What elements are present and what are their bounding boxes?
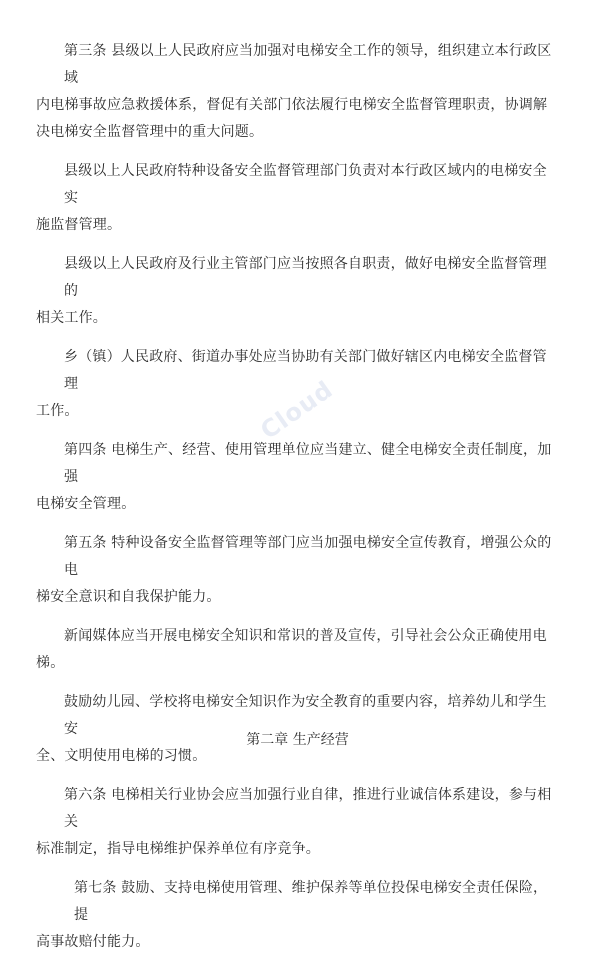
- paragraph-first-line: 县级以上人民政府特种设备安全监督管理部门负责对本行政区域内的电梯安全实: [64, 163, 547, 206]
- paragraph-article-4: [36, 437, 560, 518]
- paragraph-first-line: 县级以上人民政府及行业主管部门应当按照各自职责，做好电梯安全监督管理的: [64, 256, 547, 299]
- paragraph-county-duties: [36, 251, 560, 332]
- paragraph-first-line: 新闻媒体应当开展电梯安全知识和常识的普及宣传，引导社会公众正确使用电: [64, 628, 547, 644]
- paragraph-first-line: 第七条 鼓励、支持电梯使用管理、维护保养等单位投保电梯安全责任保险，提: [74, 880, 548, 923]
- paragraph-first-line: 鼓励幼儿园、学校将电梯安全知识作为安全教育的重要内容，培养幼儿和学生安: [64, 694, 547, 737]
- paragraph-first-line: 第五条 特种设备安全监督管理等部门应当加强电梯安全宣传教育，增强公众的电: [64, 535, 552, 578]
- paragraph-continuation: 施监督管理。: [36, 217, 122, 233]
- chapter-heading: 第二章 生产经营: [246, 732, 349, 748]
- paragraph-first-line: 乡（镇）人民政府、街道办事处应当协助有关部门做好辖区内电梯安全监督管理: [64, 349, 547, 392]
- paragraph-continuation: 内电梯事故应急救援体系，督促有关部门依法履行电梯安全监督管理职责，协调解决电梯安全监督管理中的重大问题。: [36, 97, 548, 140]
- paragraph-continuation: 全、文明使用电梯的习惯。: [36, 748, 207, 764]
- paragraph-article-6: [36, 782, 560, 863]
- paragraph-continuation: 高事故赔付能力。: [36, 934, 150, 950]
- paragraph-first-line: 第六条 电梯相关行业协会应当加强行业自律，推进行业诚信体系建设，参与相关: [64, 787, 552, 830]
- paragraph-continuation: 梯。: [36, 655, 65, 671]
- paragraph-continuation: 梯安全意识和自我保护能力。: [36, 589, 221, 605]
- paragraph-article-7: [36, 875, 560, 956]
- paragraph-continuation: 相关工作。: [36, 310, 107, 326]
- paragraph-continuation: 标准制定，指导电梯维护保养单位有序竞争。: [36, 841, 320, 857]
- paragraph-county-supervision: [36, 158, 560, 239]
- document-body: [36, 38, 560, 956]
- watermark-logo: Cloud: [255, 375, 339, 445]
- paragraph-first-line: 第三条 县级以上人民政府应当加强对电梯安全工作的领导，组织建立本行政区域: [64, 43, 552, 86]
- paragraph-continuation: 电梯安全管理。: [36, 496, 136, 512]
- paragraph-media: [36, 623, 560, 677]
- paragraph-township-assist: [36, 344, 560, 425]
- paragraph-first-line: 第四条 电梯生产、经营、使用管理单位应当建立、健全电梯安全责任制度，加强: [64, 442, 552, 485]
- paragraph-article-3: [36, 38, 560, 146]
- paragraph-continuation: 工作。: [36, 403, 79, 419]
- paragraph-article-5: [36, 530, 560, 611]
